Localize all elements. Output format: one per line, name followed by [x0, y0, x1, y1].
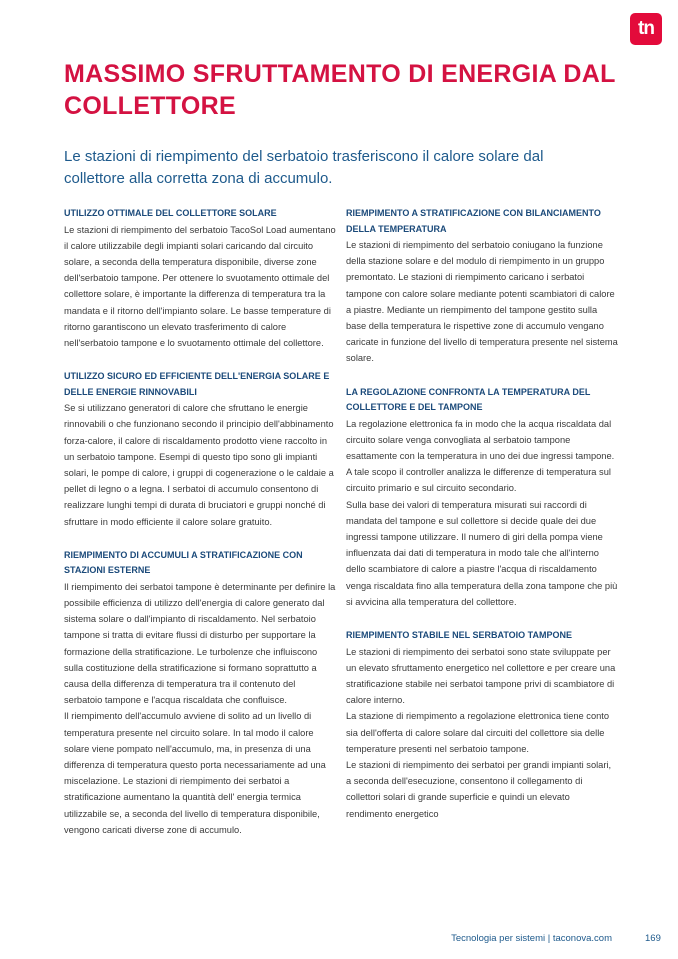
section-regolazione: [346, 385, 618, 610]
page-title: MASSIMO SFRUTTAMENTO DI ENERGIA DAL COLLETTORE: [64, 60, 616, 120]
section-paragraph: Sulla base dei valori di temperatura misurati sui raccordi di mandata del tampone e sul collettore si decide quale dei due ingressi tampone utilizzare. Il numero di giri della pompa viene influenzata dai dati di temperatura in modo tale che all'interno dello scambiatore di calore a piastre l'acqua di riscaldamento venga riscaldata fino alla temperatura della zona tampone che più si avvicina alla temperatura del collettore.: [346, 499, 618, 607]
section-bilanciamento: [346, 206, 618, 367]
section-utilizzo-sicuro: [64, 369, 336, 530]
lead-paragraph: Le stazioni di riempimento del serbatoio trasferiscono il calore solare dal collettore alla corretta zona di accumulo.: [64, 148, 544, 187]
section-heading: UTILIZZO OTTIMALE DEL COLLETTORE SOLARE: [64, 208, 277, 218]
section-paragraph: Le stazioni di riempimento del serbatoio TacoSol Load aumentano il calore utilizzabile degli impianti solari caricando dal circuito solare, a seconda della temperatura disponibile, diverse zone dell'serbatoio tampone. Per ottenere lo svuotamento ottimale del collettore solare, è importante la differenza di temperatura tra la mandata e il ritorno dell'impianto solare. Le basse temperature di ritorno garantiscono un elevato trasferimento di calore nell'serbatoio tampone e lo svuotamento ottimale del collettore.: [64, 224, 336, 348]
section-paragraph: Il riempimento dell'accumulo avviene di solito ad un livello di temperatura presente nel circuito solare. In tal modo il calore solare viene pompato nell'accumulo, ma, in presenza di una differenza di temperatura questo porta necessariamente ad una miscelazione. Le stazioni di riempimento dei serbatoi a stratificazione aumentano la quantità dell' energia termica utilizzabile se, a seconda del livello di temperatura disponibile, vengono caricati diverse zone di accumulo.: [64, 711, 326, 835]
section-paragraph: Le stazioni di riempimento del serbatoio coniugano la funzione della stazione solare e del modulo di riempimento in un gruppo premontato. Le stazioni di riempimento caricano i serbatoi tampone con calore solare mediante potenti scambiatori di calore a piastre. Mediante un riempimento del tampone gestito sulla base della temperatura le rispettive zone di accumulo vengano caricate in funzione del livello di temperatura presente nel sistema solare.: [346, 240, 618, 364]
taconova-logo-icon: [630, 13, 662, 45]
section-paragraph: Le stazioni di riempimento dei serbatoi per grandi impianti solari, a seconda dell'esecuzione, consentono il collegamento di collettori solari di grande superficie e quindi un elevato rendimento energetico: [346, 759, 612, 819]
logo-text: tn: [638, 18, 654, 39]
section-heading: UTILIZZO SICURO ED EFFICIENTE DELL'ENERGIA SOLARE E DELLE ENERGIE RINNOVABILI: [64, 371, 330, 397]
left-column: [64, 206, 336, 856]
section-paragraph: Le stazioni di riempimento dei serbatoi sono state sviluppate per un elevato sfruttamento energetico nel collettore e per creare una stratificazione stabile nei serbatoi tampone privi di scambiatore di calore interno.: [346, 646, 616, 706]
section-heading: RIEMPIMENTO A STRATIFICAZIONE CON BILANCIAMENTO DELLA TEMPERATURA: [346, 208, 601, 234]
section-heading: RIEMPIMENTO DI ACCUMULI A STRATIFICAZIONE CON STAZIONI ESTERNE: [64, 549, 303, 576]
section-utilizzo-ottimale: [64, 206, 336, 351]
footer-text: Tecnologia per sistemi | taconova.com: [451, 933, 612, 944]
section-paragraph: Il riempimento dei serbatoi tampone è determinante per definire la possibile efficienza di utilizzo dell'energia di calore generato dal sistema solare o dall'impianto di riscaldamento. Nel serbatoio tampone si tratta di evitare flussi di disturbo per supportare la formazione della stratificazione. Le turbolenze che influiscono sulla costituzione della stratificazione si formano soprattutto a causa della differenza di temperatura tra il contenuto del serbatoio tampone e l'acqua riscaldata che confluisce.: [64, 581, 336, 706]
section-riempimento-accumuli: [64, 548, 336, 838]
page-number: 169: [645, 933, 661, 944]
section-heading: RIEMPIMENTO STABILE NEL SERBATOIO TAMPONE: [346, 630, 573, 641]
section-paragraph: Se si utilizzano generatori di calore che sfruttano le energie rinnovabili o che funzionano secondo il principio dell'abbinamento forza-calore, il calore di riscaldamento prodotto viene raccolto in un serbatoio tampone. Esempi di questo tipo sono gli impianti solari, le pompe di calore, i gruppi di cogenerazione o le caldaie a pellet di legno o a legna. I serbatoi di accumulo consentono di realizzare lunghi tempi di durata di bruciatori e gruppi nonché di sfruttare in modo efficiente il calore solare gratuito.: [64, 403, 334, 527]
section-paragraph: La stazione di riempimento a regolazione elettronica tiene conto sia dell'offerta di calore solare dal circuiti del collettore sia delle temperature presenti nel serbatoio tampone.: [346, 711, 610, 754]
section-heading: LA REGOLAZIONE CONFRONTA LA TEMPERATURA DEL COLLETTORE E DEL TAMPONE: [346, 386, 591, 413]
right-column: [346, 206, 618, 840]
section-riempimento-stabile: [346, 628, 618, 822]
section-paragraph: La regolazione elettronica fa in modo che la acqua riscaldata dal circuito solare venga convogliata al serbatoio tampone esattamente con la temperatura in uno dei due ingressi tampone. A tale scopo il controller analizza le differenze di temperatura sul circuito primario e sul circuito secondario.: [346, 418, 615, 494]
